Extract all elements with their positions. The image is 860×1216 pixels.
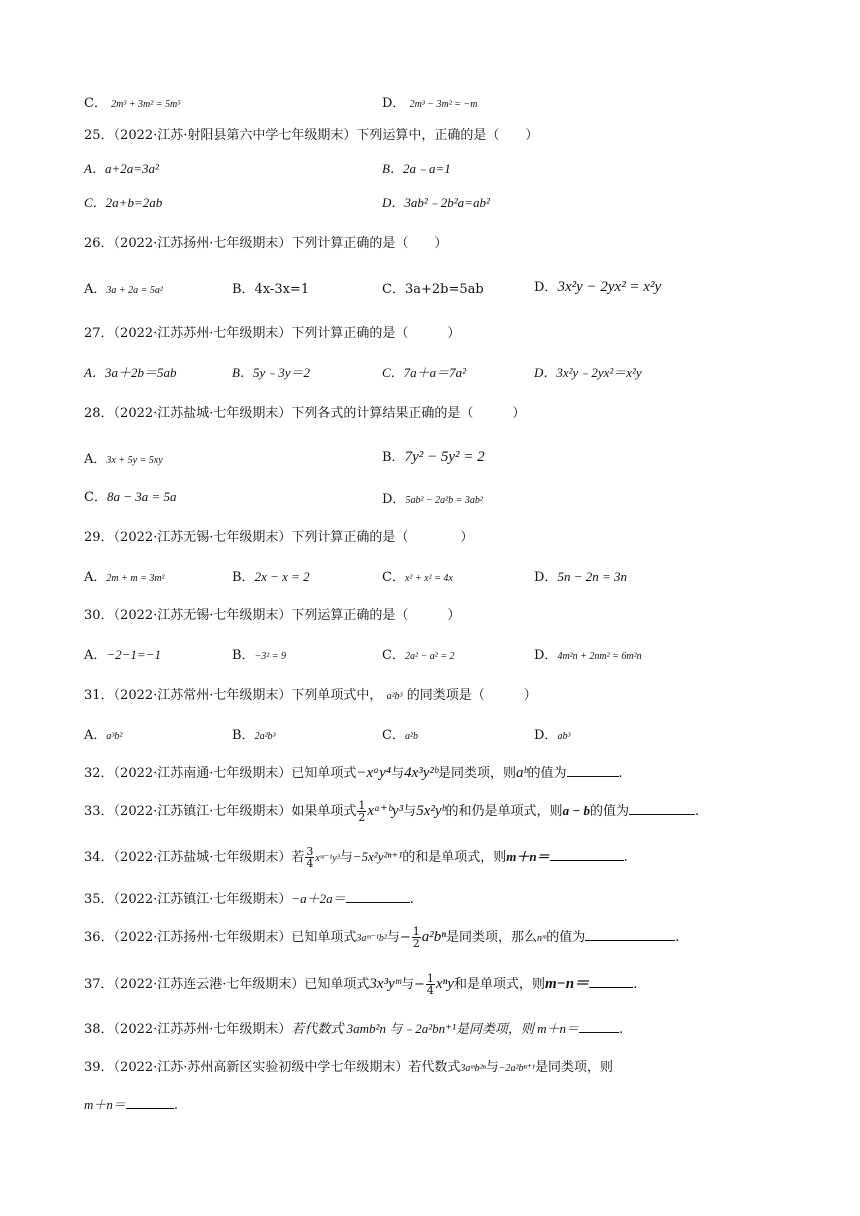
question-31: 31．（2022·江苏常州·七年级期末）下列单项式中， a²b³ 的同类项是（ ） [84,688,537,703]
answer-blank[interactable] [589,975,633,988]
q27-option-b[interactable]: B．5y﹣3y＝2 [232,365,310,380]
q30-option-b[interactable]: B．−3² = 9 [232,648,287,663]
answer-blank[interactable] [579,1020,619,1033]
q24-d-expr: 2m³ − 3m² = −m [409,99,478,110]
question-25: 25．（2022·江苏·射阳县第六中学七年级期末）下列运算中，正确的是（ ） [84,128,539,143]
q26-option-c[interactable]: C．3a+2b=5ab [382,282,484,297]
q31-option-c[interactable]: C．a²b [382,728,418,743]
q24-option-d[interactable]: D． 2m³ − 3m² = −m [382,96,478,111]
q29-option-b[interactable]: B．2x − x = 2 [232,569,310,585]
question-34: 34．（2022·江苏盐城·七年级期末）若 $\frac{3}{4}$ xᵐ⁻¹y³与−5x²y²ⁿ⁺¹的和是单项式，则m＋n＝ . [84,845,628,870]
question-37: 37．（2022·江苏连云港·七年级期末）已知单项式3x³yᵐ与− $\frac{1}{4}$ xⁿy和是单项式，则m−n＝ . [84,972,638,997]
question-36: 36．（2022·江苏扬州·七年级期末）已知单项式3aᵐ⁻¹b²与− $\frac{1}{2}$ a²bⁿ是同类项，那么nᵐ的值为 . [84,925,680,950]
q28-option-d[interactable]: D．5ab² − 2a²b = 3ab² [382,492,483,507]
q29-option-d[interactable]: D．5n − 2n = 3n [534,569,627,585]
q30-option-a[interactable]: A．−2−1=−1 [84,647,161,663]
q27-option-c[interactable]: C．7a＋a＝7a² [382,365,467,380]
q25-option-b[interactable]: B．2a﹣a=1 [382,161,451,176]
question-39-line2: m＋n＝ . [84,1097,179,1113]
question-33: 33．（2022·江苏镇江·七年级期末）如果单项式 $\frac{1}{2}$ xᵃ⁺ᵇy³与5x²yᵇ的和仍是单项式，则a − b的值为 . [84,799,700,824]
q26-option-d[interactable]: D．3x²y − 2yx² = x²y [534,279,662,295]
q25-option-a[interactable]: A．a+2a=3a² [84,161,159,176]
q31-option-a[interactable]: A．a³b² [84,728,123,743]
q29-option-a[interactable]: A．2m + m = 3m² [84,570,165,585]
q28-option-a[interactable]: A．3x + 5y = 5xy [84,452,163,467]
question-32: 32．（2022·江苏南通·七年级期末）已知单项式−xᵃy⁴与4x³y²ᵇ是同类项，则aᵇ的值为 . [84,765,623,781]
q31-option-d[interactable]: D．ab³ [534,728,571,743]
question-35: 35．（2022·江苏镇江·七年级期末）−a＋2a＝ . [84,891,414,907]
q28-option-c[interactable]: C．8a − 3a = 5a [84,489,177,505]
question-27: 27．（2022·江苏苏州·七年级期末）下列计算正确的是（ ） [84,326,461,341]
question-30: 30．（2022·江苏无锡·七年级期末）下列运算正确的是（ ） [84,608,461,623]
fraction-quarter: $\frac{1}{4}$ [426,972,434,997]
q30-option-d[interactable]: D．4m²n + 2nm² = 6m²n [534,648,642,663]
q29-option-c[interactable]: C．x² + x² = 4x [382,570,453,585]
q27-option-d[interactable]: D．3x²y﹣2yx²＝x²y [534,365,642,380]
answer-blank[interactable] [346,890,410,903]
q24-c-expr: 2m³ + 3m² = 5m⁵ [111,99,181,110]
answer-blank[interactable] [629,802,695,815]
q26-option-a[interactable]: A．3a + 2a = 5a² [84,282,163,297]
answer-blank[interactable] [550,848,624,861]
q25-option-c[interactable]: C．2a+b=2ab [84,195,163,210]
question-28: 28．（2022·江苏盐城·七年级期末）下列各式的计算结果正确的是（ ） [84,406,526,421]
question-39: 39．（2022·江苏·苏州高新区实验初级中学七年级期末）若代数式3aᵐb²ⁿ与−2a²bⁿ⁺¹是同类项，则 [84,1060,613,1075]
q25-option-d[interactable]: D．3ab²﹣2b²a=ab² [382,195,490,210]
question-29: 29．（2022·江苏无锡·七年级期末）下列计算正确的是（ ） [84,530,474,545]
question-26: 26．（2022·江苏扬州·七年级期末）下列计算正确的是（ ） [84,236,448,251]
q24-option-c[interactable]: C． 2m³ + 3m² = 5m⁵ [84,96,181,111]
answer-blank[interactable] [567,764,619,777]
q27-option-a[interactable]: A．3a＋2b＝5ab [84,365,177,380]
question-38: 38．（2022·江苏苏州·七年级期末）若代数式 3amb²n 与﹣2a²bn⁺¹是同类项，则 m＋n＝ . [84,1021,624,1037]
fraction-three-quarters: $\frac{3}{4}$ [306,845,314,870]
answer-blank[interactable] [585,928,675,941]
q31-option-b[interactable]: B．2a²b³ [232,728,276,743]
q28-option-b[interactable]: B．7y² − 5y² = 2 [382,449,485,465]
q26-option-b[interactable]: B．4x-3x=1 [232,282,310,297]
answer-blank[interactable] [126,1096,174,1109]
fraction-half: $\frac{1}{2}$ [412,925,420,950]
q30-option-c[interactable]: C．2a² − a² = 2 [382,648,455,663]
fraction-half: $\frac{1}{2}$ [358,799,366,824]
